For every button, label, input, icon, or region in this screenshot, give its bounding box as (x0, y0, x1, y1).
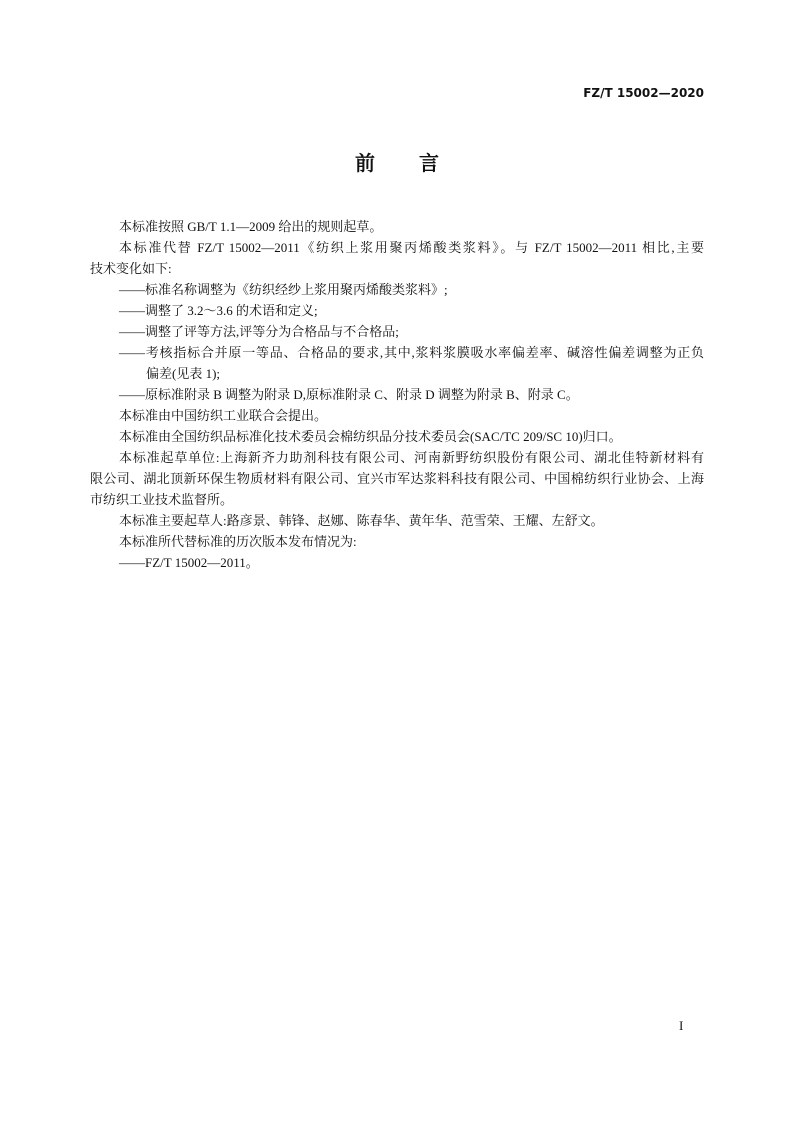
superseded-item-line: ——FZ/T 15002—2011。 (119, 555, 259, 570)
change-item-line: 偏差(见表 1); (146, 366, 221, 381)
change-item-line: ——标准名称调整为《纺织经纱上浆用聚丙烯酸类浆料》; (119, 282, 448, 297)
page-number: I (679, 1018, 684, 1033)
superseded-item (90, 552, 704, 573)
preface-paragraph (90, 510, 704, 531)
preface-paragraph (90, 405, 704, 426)
paragraph-line: 本标准起草单位:上海新齐力助剂科技有限公司、河南新野纺织股份有限公司、湖北佳特新材料有 (119, 450, 704, 465)
paragraph-line: 市纺织工业技术监督所。 (90, 492, 234, 507)
paragraph-line: 本标准主要起草人:路彦景、韩锋、赵娜、陈春华、黄年华、范雪荣、王耀、左舒文。 (119, 513, 604, 528)
preface-paragraph (90, 426, 704, 447)
preface-paragraph (90, 237, 704, 279)
paragraph-line: 限公司、湖北顶新环保生物质材料有限公司、宜兴市军达浆料科技有限公司、中国棉纺织行业协会、上海 (90, 471, 704, 486)
preface-paragraph (90, 216, 704, 237)
change-item (90, 384, 704, 405)
preface-paragraph (90, 531, 704, 552)
change-item (90, 300, 704, 321)
change-item (90, 321, 704, 342)
paragraph-line: 本标准代替 FZ/T 15002—2011《纺织上浆用聚丙烯酸类浆料》。与 FZ/T 15002—2011 相比,主要 (119, 240, 704, 255)
preface-paragraph (90, 447, 704, 510)
change-item-line: ——原标准附录 B 调整为附录 D,原标准附录 C、附录 D 调整为附录 B、附录 C。 (119, 387, 579, 402)
paragraph-line: 技术变化如下: (90, 261, 172, 276)
paragraph-line: 本标准所代替标准的历次版本发布情况为: (119, 534, 357, 549)
preface-title: 前 言 (355, 151, 439, 175)
change-item (90, 279, 704, 300)
preface-body (90, 216, 704, 573)
change-item-line: ——考核指标合并原一等品、合格品的要求,其中,浆料浆膜吸水率偏差率、碱溶性偏差调整为正负 (119, 345, 704, 360)
paragraph-line: 本标准由全国纺织品标准化技术委员会棉纺织品分技术委员会(SAC/TC 209/SC 10)归口。 (119, 429, 622, 444)
change-item-line: ——调整了 3.2～3.6 的术语和定义; (119, 303, 318, 318)
standard-code-header: FZ/T 15002—2020 (583, 86, 704, 100)
paragraph-line: 本标准按照 GB/T 1.1—2009 给出的规则起草。 (119, 219, 383, 234)
change-item-line: ——调整了评等方法,评等分为合格品与不合格品; (119, 324, 399, 339)
change-item (90, 342, 704, 384)
paragraph-line: 本标准由中国纺织工业联合会提出。 (119, 408, 328, 423)
